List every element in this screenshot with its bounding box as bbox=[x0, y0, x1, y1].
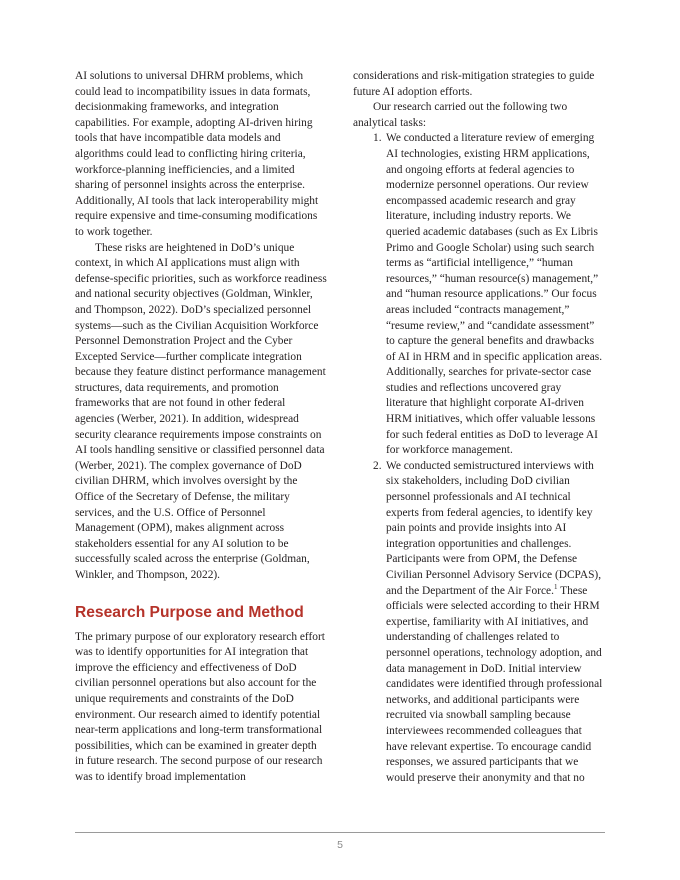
section-heading: Research Purpose and Method bbox=[75, 603, 304, 621]
list-item-text: These officials were selected according to their HRM expertise, familiarity with AI initiatives, and understanding of challenges related to personnel operations, technology adoption, and data management in DoD. Initial interview candidates were identified through professional networks, and additional participants were recruited via snowball sampling because interviewees recommended colleagues that have relevant expertise. To encourage candid responses, we assured participants that we would preserve their anonymity and that no bbox=[386, 584, 603, 784]
body-paragraph: Our research carried out the following two analytical tasks: bbox=[353, 101, 568, 129]
body-paragraph: AI solutions to universal DHRM problems, which could lead to incompatibility issues in data formats, decisionmaking frameworks, and integration capabilities. For example, adopting AI-driven hiring tools that have incompatible data models and algorithms could lead to conflicting hiring criteria, workforce-planning inefficiencies, and a limited sharing of personnel insights across the enterprise. Additionally, AI tools that lack interoperability might require expensive and time-consuming modifications to work together. bbox=[75, 70, 319, 238]
list-item bbox=[353, 131, 605, 458]
body-paragraph: considerations and risk-mitigation strategies to guide future AI adoption efforts. bbox=[353, 70, 595, 98]
footer-divider bbox=[75, 832, 605, 833]
footnote-marker[interactable]: 1 bbox=[553, 582, 558, 591]
body-paragraph: These risks are heightened in DoD’s unique context, in which AI applications must align with defense-specific priorities, such as workforce readiness and national security objectives (Goldman, Winkler, and Thompson, 2022). DoD’s specialized personnel systems—such as the Civilian Acquisition Workforce Personnel Demonstration Project and the Cyber Excepted Service—further complicate integration because they feature distinct performance management structures, data requirements, and promotion frameworks that are not found in other federal agencies (Werber, 2021). In addition, widespread security clearance requirements impose constraints on AI tools handling sensitive or classified personnel data (Werber, 2021). The complex governance of DoD civilian DHRM, which involves oversight by the Office of the Secretary of Defense, the military services, and the U.S. Office of Personnel Management (OPM), makes alignment across stakeholders essential for any AI solution to be successfully scaled across the enterprise (Goldman, Winkler, and Thompson, 2022). bbox=[75, 241, 327, 581]
body-paragraph: The primary purpose of our exploratory research effort was to identify opportunities for AI integration that improve the efficiency and effectiveness of DoD civilian personnel operations but also account for the unique requirements and constraints of the DoD environment. Our research aimed to identify potential near-term applications and long-term transformational possibilities, which can be examined in greater depth in future research. The second purpose of our research was to identify broad implementation bbox=[75, 630, 325, 783]
list-item-text: We conducted a literature review of emerging AI technologies, existing HRM applications, and ongoing efforts at federal agencies to modernize personnel operations. Our review encompassed academic research and gray literature, including industry reports. We queried academic databases (such as Ex Libris Primo and Google Scholar) using such search terms as “artificial intelligence,” “human resources,” “human resource(s) management,” and “human resource applications.” Our focus areas included “contracts management,” “resume review,” and “candidate assessment” to capture the general benefits and drawbacks of AI in HRM and in specific application areas. Additionally, searches for private-sector case studies and reflections uncovered gray literature that highlight corporate AI-driven HRM initiatives, which offer valuable lessons for such federal entities as DoD to leverage AI for workforce management. bbox=[386, 132, 603, 457]
task-list bbox=[353, 131, 605, 786]
list-item bbox=[353, 459, 605, 786]
left-column bbox=[75, 69, 327, 786]
list-item-text: We conducted semistructured interviews with six stakeholders, including DoD civilian personnel professionals and AI technical experts from federal agencies, to identify key pain points and provide insights into AI integration opportunities and challenges. Participants were from OPM, the Defense Civilian Personnel Advisory Service (DCPAS), and the Department of the Air Force. bbox=[386, 459, 602, 597]
right-column bbox=[353, 69, 605, 786]
list-number: 1. bbox=[373, 132, 382, 145]
page-number: 5 bbox=[337, 839, 343, 851]
list-number: 2. bbox=[373, 459, 382, 472]
